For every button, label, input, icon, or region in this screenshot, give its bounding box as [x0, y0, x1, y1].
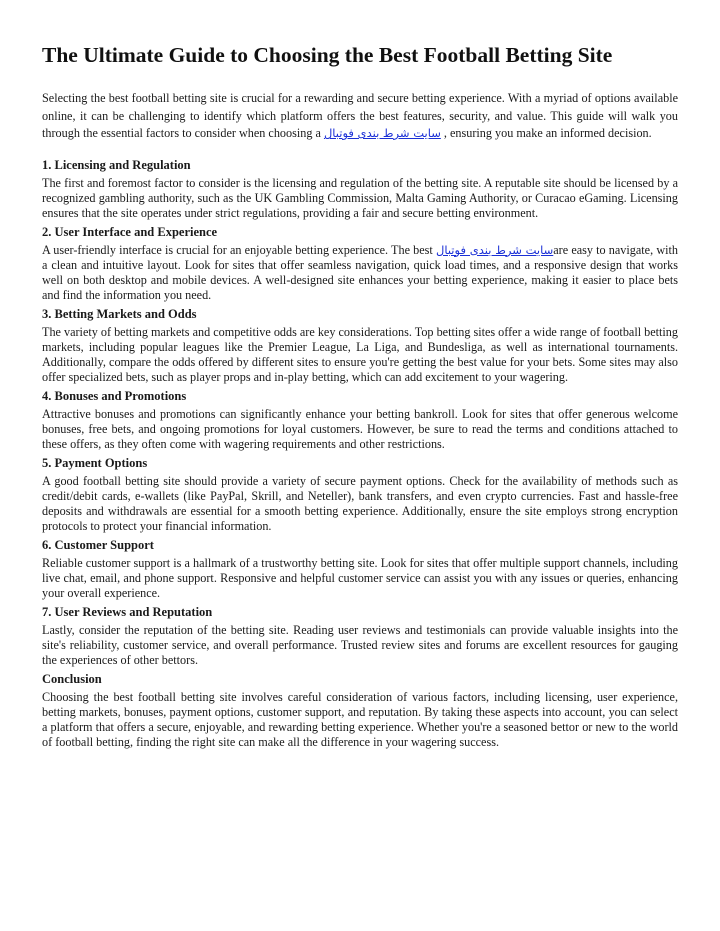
- section-text: [42, 243, 678, 303]
- page-title: The Ultimate Guide to Choosing the Best Football Betting Site: [42, 43, 613, 67]
- section-text: The variety of betting markets and competitive odds are key considerations. Top betting sites offer a wide range of football betting markets, including popular leagues like the Premier League, La Liga, and Bundesliga, as well as international tournaments. Additionally, compare the odds offered by different sites to ensure you're getting the best value for your bets. Some sites may also offer specialized bets, such as player props and in-play betting, which can add excitement to your wagering.: [42, 324, 678, 384]
- intro-link[interactable]: سایت شرط بندی فوتبال: [323, 126, 441, 140]
- section-text-before: A user-friendly interface is crucial for an enjoyable betting experience. The best: [42, 242, 436, 257]
- section-heading: 1. Licensing and Regulation: [42, 157, 191, 172]
- section-user-interface: [42, 221, 678, 303]
- section-heading: 6. Customer Support: [42, 537, 154, 552]
- section-heading: 3. Betting Markets and Odds: [42, 306, 197, 321]
- section-conclusion: [42, 668, 678, 750]
- section-heading: Conclusion: [42, 671, 102, 686]
- section-payment-options: [42, 452, 678, 534]
- section-text-after: are easy to navigate, with a clean and intuitive layout. Look for sites that offer seamless navigation, quick load times, and a responsive design that works well on both desktop and mobile devices. A well-designed site enhances your betting experience, making it easier to place bets and find the information you need.: [42, 242, 678, 302]
- section-heading: 4. Bonuses and Promotions: [42, 388, 187, 403]
- section-text: Reliable customer support is a hallmark of a trustworthy betting site. Look for sites that offer multiple support channels, including live chat, email, and phone support. Responsive and helpful customer service can assist you with any issues or queries, enhancing your overall experience.: [42, 555, 678, 600]
- section-text: The first and foremost factor to consider is the licensing and regulation of the betting site. A reputable site should be licensed by a recognized gambling authority, such as the UK Gambling Commission, Malta Gaming Authority, or Curacao eGaming. Licensing ensures that the site operates under strict regulations, providing a fair and secure betting environment.: [42, 175, 678, 220]
- intro-text-before: Selecting the best football betting site is crucial for a rewarding and secure betting experience. With a myriad of options available online, it can be challenging to identify which platform offers the best features, security, and value. This guide will walk you through the essential factors to consider when choosing a: [42, 91, 678, 140]
- intro-paragraph: [42, 90, 678, 143]
- section-text: Lastly, consider the reputation of the betting site. Reading user reviews and testimonials can provide valuable insights into the site's reliability, customer service, and overall performance. Trusted review sites and forums are excellent resources for gauging the experiences of other bettors.: [42, 622, 678, 667]
- section-heading: 7. User Reviews and Reputation: [42, 604, 213, 619]
- section-link[interactable]: سایت شرط بندی فوتبال: [435, 242, 554, 257]
- section-text: Attractive bonuses and promotions can significantly enhance your betting bankroll. Look for sites that offer generous welcome bonuses, free bets, and ongoing promotions for loyal customers. However, be sure to read the terms and conditions attached to these offers, as they often come with wagering requirements and other restrictions.: [42, 406, 678, 451]
- intro-text-after: , ensuring you make an informed decision.: [440, 126, 652, 140]
- section-user-reviews: [42, 601, 678, 668]
- section-heading: 5. Payment Options: [42, 455, 148, 470]
- section-licensing: [42, 154, 678, 221]
- section-text: Choosing the best football betting site involves careful consideration of various factors, including licensing, user experience, betting markets, bonuses, payment options, customer support, and reputation. By taking these aspects into account, you can select a platform that offers a secure, enjoyable, and rewarding betting experience. Whether you're a seasoned bettor or new to the world of football betting, finding the right site can make all the difference in your wagering success.: [42, 689, 678, 749]
- section-heading: 2. User Interface and Experience: [42, 224, 218, 239]
- section-betting-markets: [42, 303, 678, 385]
- document-page: [42, 38, 678, 750]
- section-customer-support: [42, 534, 678, 601]
- section-text: A good football betting site should provide a variety of secure payment options. Check for the availability of methods such as credit/debit cards, e-wallets (like PayPal, Skrill, and Neteller), bank transfers, and even crypto currencies. Fast and hassle-free deposits and withdrawals are essential for a smooth betting experience. Additionally, ensure the site employs strong encryption protocols to protect your financial information.: [42, 473, 678, 533]
- section-bonuses: [42, 385, 678, 452]
